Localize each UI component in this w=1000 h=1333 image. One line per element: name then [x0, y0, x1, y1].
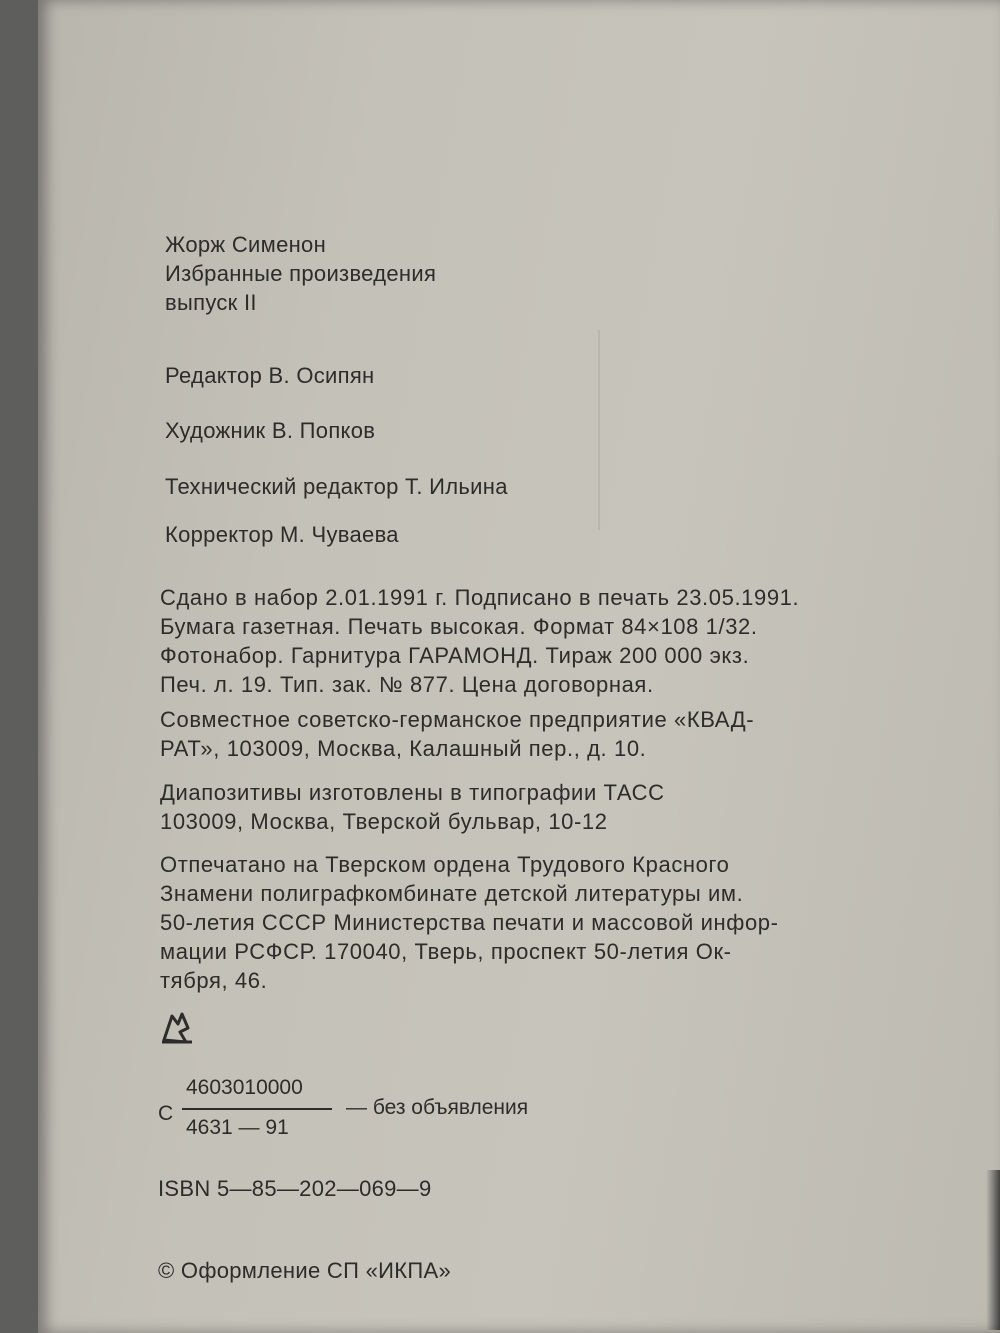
- printer-line: Отпечатано на Тверском ордена Трудового Красного: [160, 852, 730, 877]
- print-detail-line: Фотонабор. Гарнитура ГАРАМОНД. Тираж 200 000 экз.: [160, 643, 750, 668]
- fraction-bar: [182, 1108, 332, 1110]
- diapositives-line: Диапозитивы изготовлены в типографии ТАСС: [160, 780, 665, 805]
- book-title: Избранные произведения: [165, 261, 437, 286]
- index-code-prefix: С: [158, 1102, 174, 1125]
- index-code-numerator: 4603010000: [186, 1076, 303, 1099]
- publisher-line: РАТ», 103009, Москва, Калашный пер., д. 10.: [160, 736, 647, 761]
- tech-editor-credit: Технический редактор Т. Ильина: [165, 474, 508, 499]
- printer-block: [160, 850, 779, 995]
- publisher-logo-icon: [158, 1006, 198, 1046]
- book-issue: выпуск II: [165, 290, 257, 315]
- print-detail-line: Сдано в набор 2.01.1991 г. Подписано в печать 23.05.1991.: [160, 585, 800, 610]
- printer-line: тября, 46.: [160, 968, 268, 993]
- artist-credit: Художник В. Попков: [165, 418, 376, 443]
- printer-line: мации РСФСР. 170040, Тверь, проспект 50-летия Ок-: [160, 939, 732, 964]
- isbn: ISBN 5—85—202—069—9: [158, 1176, 432, 1201]
- diapositives-line: 103009, Москва, Тверской бульвар, 10-12: [160, 809, 608, 834]
- printer-line: 50-летия СССР Министерства печати и массовой инфор-: [160, 910, 779, 935]
- proofreader-credit: Корректор М. Чуваева: [165, 522, 399, 547]
- print-details-block: [160, 583, 799, 699]
- publisher-line: Совместное советско-германское предприятие «КВАД-: [160, 707, 755, 732]
- print-detail-line: Печ. л. 19. Тип. зак. № 877. Цена договорная.: [160, 672, 654, 697]
- index-code-denominator: 4631 — 91: [186, 1116, 289, 1139]
- index-code-note: — без объявления: [346, 1096, 529, 1119]
- publisher-block: [160, 705, 754, 763]
- page-edge-shadow: [986, 1170, 1000, 1330]
- editor-credit: Редактор В. Осипян: [165, 363, 375, 388]
- bleed-through-mark: [598, 330, 600, 530]
- diapositives-block: [160, 778, 665, 836]
- title-block: [165, 230, 436, 317]
- copyright: © Оформление СП «ИКПА»: [158, 1258, 451, 1283]
- book-page: [38, 0, 1000, 1333]
- author-name: Жорж Сименон: [165, 232, 327, 257]
- print-detail-line: Бумага газетная. Печать высокая. Формат 84×108 1/32.: [160, 614, 758, 639]
- printer-line: Знамени полиграфкомбинате детской литературы им.: [160, 881, 744, 906]
